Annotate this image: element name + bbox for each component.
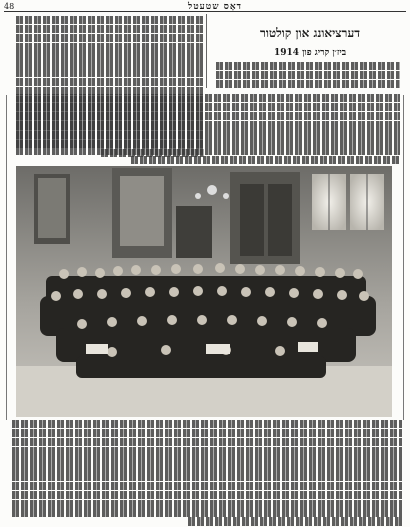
text-line (16, 69, 204, 77)
group-photograph (16, 166, 392, 417)
text-line (16, 34, 204, 42)
article-subhead: ביז׳ן קריג פון 1914 (273, 48, 347, 58)
header-rule (4, 11, 406, 12)
text-line (216, 62, 400, 70)
text-line (131, 156, 400, 164)
text-line (188, 517, 403, 525)
text-line (16, 147, 400, 155)
running-head: דאָס שטעטל (188, 2, 242, 12)
text-line (16, 51, 204, 59)
text-line (12, 491, 402, 499)
text-line (16, 121, 400, 129)
text-line (12, 473, 402, 481)
text-line (12, 447, 402, 455)
text-line (16, 138, 400, 146)
bottom-text-block (12, 420, 402, 526)
text-line (12, 464, 402, 472)
text-line (12, 455, 402, 463)
text-line (12, 508, 402, 516)
article-headline: דערציאונג און קולטור (259, 26, 361, 40)
text-line (12, 500, 402, 508)
text-line (16, 16, 204, 24)
left-vertical-caption (6, 95, 15, 420)
text-line (12, 438, 402, 446)
text-line (16, 129, 400, 137)
text-line (16, 103, 400, 111)
column-divider (206, 14, 207, 88)
text-line (12, 429, 402, 437)
full-width-text (16, 94, 400, 165)
right-vertical-caption (395, 95, 404, 420)
text-line (16, 94, 400, 102)
text-line (12, 482, 402, 490)
right-top-column (216, 62, 400, 89)
text-line (16, 112, 400, 120)
text-line (16, 60, 204, 68)
text-line (216, 80, 400, 88)
text-line (16, 25, 204, 33)
text-line (12, 420, 402, 428)
page-number: 48 (4, 2, 15, 11)
text-line (16, 43, 204, 51)
text-line (16, 78, 204, 86)
text-line (216, 71, 400, 79)
